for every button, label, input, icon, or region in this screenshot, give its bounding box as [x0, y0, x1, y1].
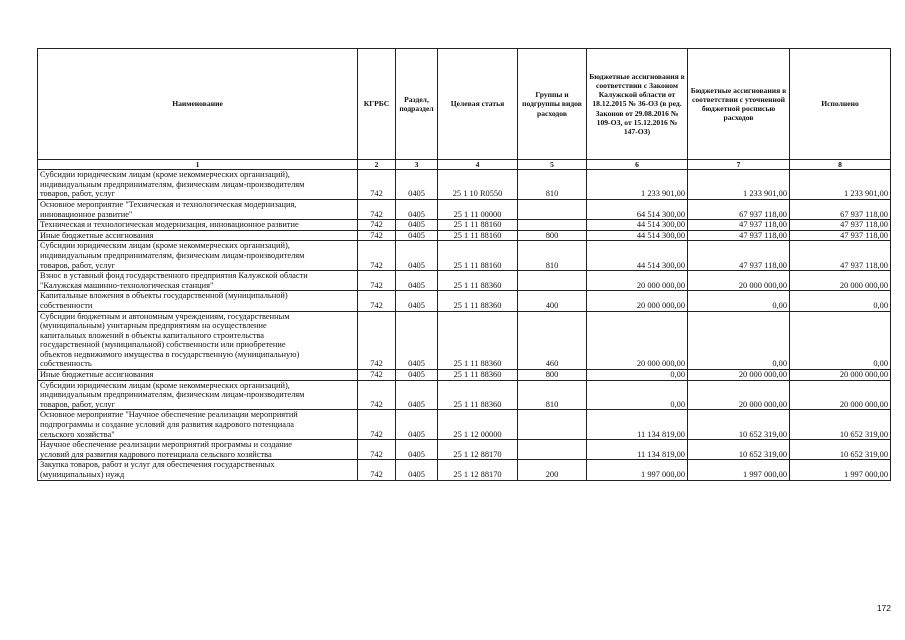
row-refined-amount: 20 000 000,00 — [688, 380, 790, 410]
header-groups: Группы и подгруппы видов расходов — [518, 49, 587, 160]
column-number: 2 — [358, 160, 396, 170]
column-number: 5 — [518, 160, 587, 170]
row-target: 25 1 11 88160 — [438, 230, 518, 241]
column-number: 4 — [438, 160, 518, 170]
row-kgrbs: 742 — [358, 199, 396, 219]
row-target: 25 1 10 R0550 — [438, 170, 518, 200]
row-name: Субсидии юридическим лицам (кроме некоммерческих организаций), индивидуальным предпринимателям, физическим лицам-производителям товаров, работ, услуг — [38, 170, 358, 200]
row-kgrbs: 742 — [358, 311, 396, 370]
row-executed-amount: 0,00 — [790, 291, 891, 311]
row-target: 25 1 11 88360 — [438, 370, 518, 381]
table-row — [38, 311, 891, 370]
row-refined-amount: 10 652 319,00 — [688, 440, 790, 460]
row-group — [518, 410, 587, 440]
row-executed-amount: 10 652 319,00 — [790, 410, 891, 440]
row-refined-amount: 10 652 319,00 — [688, 410, 790, 440]
row-law-amount: 44 514 300,00 — [587, 241, 688, 271]
row-refined-amount: 0,00 — [688, 291, 790, 311]
page-number: 172 — [876, 603, 891, 613]
row-law-amount: 11 134 819,00 — [587, 440, 688, 460]
table-row — [38, 170, 891, 200]
row-section: 0405 — [396, 380, 438, 410]
row-kgrbs: 742 — [358, 271, 396, 291]
header-row — [38, 49, 891, 160]
row-group: 800 — [518, 230, 587, 241]
row-executed-amount: 10 652 319,00 — [790, 440, 891, 460]
row-refined-amount: 47 937 118,00 — [688, 241, 790, 271]
row-law-amount: 20 000 000,00 — [587, 271, 688, 291]
row-section: 0405 — [396, 230, 438, 241]
row-refined-amount: 67 937 118,00 — [688, 199, 790, 219]
row-executed-amount: 47 937 118,00 — [790, 230, 891, 241]
table-row — [38, 271, 891, 291]
row-executed-amount: 20 000 000,00 — [790, 380, 891, 410]
table-row — [38, 460, 891, 480]
row-name: Иные бюджетные ассигнования — [38, 230, 358, 241]
row-section: 0405 — [396, 241, 438, 271]
row-executed-amount: 47 937 118,00 — [790, 241, 891, 271]
table-row — [38, 220, 891, 231]
row-kgrbs: 742 — [358, 440, 396, 460]
row-group: 810 — [518, 241, 587, 271]
row-target: 25 1 11 88160 — [438, 241, 518, 271]
row-group — [518, 220, 587, 231]
table-row — [38, 410, 891, 440]
table-row — [38, 230, 891, 241]
row-refined-amount: 20 000 000,00 — [688, 370, 790, 381]
row-executed-amount: 1 997 000,00 — [790, 460, 891, 480]
row-name: Научное обеспечение реализации мероприятий программы и создание условий для развития кадрового потенциала сельского хозяйства — [38, 440, 358, 460]
row-name: Взнос в уставный фонд государственного предприятия Калужской области "Калужская машинно-технологическая станция" — [38, 271, 358, 291]
row-target: 25 1 12 00000 — [438, 410, 518, 440]
row-section: 0405 — [396, 410, 438, 440]
row-refined-amount: 1 997 000,00 — [688, 460, 790, 480]
header-executed: Исполнено — [790, 49, 891, 160]
budget-table — [37, 48, 891, 481]
row-name: Субсидии юридическим лицам (кроме некоммерческих организаций), индивидуальным предпринимателям, физическим лицам-производителям товаров, работ, услуг — [38, 241, 358, 271]
row-law-amount: 20 000 000,00 — [587, 311, 688, 370]
row-target: 25 1 11 00000 — [438, 199, 518, 219]
row-target: 25 1 11 88360 — [438, 311, 518, 370]
row-refined-amount: 1 233 901,00 — [688, 170, 790, 200]
row-group — [518, 199, 587, 219]
row-executed-amount: 1 233 901,00 — [790, 170, 891, 200]
table-row — [38, 291, 891, 311]
row-target: 25 1 11 88360 — [438, 271, 518, 291]
row-executed-amount: 20 000 000,00 — [790, 271, 891, 291]
column-number: 1 — [38, 160, 358, 170]
row-target: 25 1 11 88360 — [438, 291, 518, 311]
row-section: 0405 — [396, 440, 438, 460]
row-name: Субсидии бюджетным и автономным учреждениям, государственным (муниципальным) унитарным предприятиям на осуществление капитальных вложений в объекты капитального строительства государственной (муниципальной) собственности или приобретение объектов недвижимого имущества в государственную (муниципальную) собственность — [38, 311, 358, 370]
row-name: Субсидии юридическим лицам (кроме некоммерческих организаций), индивидуальным предпринимателям, физическим лицам-производителям товаров, работ, услуг — [38, 380, 358, 410]
row-law-amount: 0,00 — [587, 380, 688, 410]
row-group — [518, 440, 587, 460]
header-law: Бюджетные ассигнования в соответствии с Законом Калужской области от 18.12.2015 № 36-ОЗ (в ред. Законов от 29.08.2016 № 109-ОЗ, от 15.12.2016 № 147-ОЗ) — [587, 49, 688, 160]
row-target: 25 1 12 88170 — [438, 460, 518, 480]
row-refined-amount: 47 937 118,00 — [688, 230, 790, 241]
row-name: Закупка товаров, работ и услуг для обеспечения государственных (муниципальных) нужд — [38, 460, 358, 480]
row-target: 25 1 11 88360 — [438, 380, 518, 410]
header-target: Целевая статья — [438, 49, 518, 160]
table-row — [38, 370, 891, 381]
row-group: 810 — [518, 380, 587, 410]
row-law-amount: 11 134 819,00 — [587, 410, 688, 440]
row-group: 460 — [518, 311, 587, 370]
row-kgrbs: 742 — [358, 410, 396, 440]
row-section: 0405 — [396, 370, 438, 381]
row-group: 810 — [518, 170, 587, 200]
row-group: 200 — [518, 460, 587, 480]
column-number: 6 — [587, 160, 688, 170]
row-executed-amount: 0,00 — [790, 311, 891, 370]
row-law-amount: 20 000 000,00 — [587, 291, 688, 311]
column-number: 3 — [396, 160, 438, 170]
row-law-amount: 44 514 300,00 — [587, 220, 688, 231]
row-law-amount: 64 514 300,00 — [587, 199, 688, 219]
row-law-amount: 0,00 — [587, 370, 688, 381]
row-kgrbs: 742 — [358, 291, 396, 311]
row-executed-amount: 20 000 000,00 — [790, 370, 891, 381]
table-row — [38, 199, 891, 219]
row-section: 0405 — [396, 291, 438, 311]
row-name: Основное мероприятие "Техническая и технологическая модернизация, инновационное развитие" — [38, 199, 358, 219]
row-group: 400 — [518, 291, 587, 311]
row-executed-amount: 67 937 118,00 — [790, 199, 891, 219]
row-law-amount: 1 997 000,00 — [587, 460, 688, 480]
row-section: 0405 — [396, 199, 438, 219]
row-refined-amount: 47 937 118,00 — [688, 220, 790, 231]
row-kgrbs: 742 — [358, 241, 396, 271]
row-section: 0405 — [396, 271, 438, 291]
row-group — [518, 271, 587, 291]
row-target: 25 1 12 88170 — [438, 440, 518, 460]
row-executed-amount: 47 937 118,00 — [790, 220, 891, 231]
row-name: Капитальные вложения в объекты государственной (муниципальной) собственности — [38, 291, 358, 311]
row-name: Иные бюджетные ассигнования — [38, 370, 358, 381]
column-number: 8 — [790, 160, 891, 170]
row-kgrbs: 742 — [358, 370, 396, 381]
row-law-amount: 44 514 300,00 — [587, 230, 688, 241]
table-row — [38, 380, 891, 410]
row-law-amount: 1 233 901,00 — [587, 170, 688, 200]
row-refined-amount: 20 000 000,00 — [688, 271, 790, 291]
column-number: 7 — [688, 160, 790, 170]
row-section: 0405 — [396, 460, 438, 480]
row-section: 0405 — [396, 311, 438, 370]
header-kgrbs: КГРБС — [358, 49, 396, 160]
row-kgrbs: 742 — [358, 220, 396, 231]
row-refined-amount: 0,00 — [688, 311, 790, 370]
column-numbers-row — [38, 160, 891, 170]
header-name: Наименование — [38, 49, 358, 160]
row-section: 0405 — [396, 220, 438, 231]
table-row — [38, 440, 891, 460]
row-kgrbs: 742 — [358, 170, 396, 200]
header-refined: Бюджетные ассигнования в соответствии с уточненной бюджетной росписью расходов — [688, 49, 790, 160]
row-kgrbs: 742 — [358, 230, 396, 241]
row-group: 800 — [518, 370, 587, 381]
header-section: Раздел, подраздел — [396, 49, 438, 160]
row-name: Основное мероприятие "Научное обеспечение реализации мероприятий подпрограммы и создание условий для развития кадрового потенциала сельского хозяйства" — [38, 410, 358, 440]
row-name: Техническая и технологическая модернизация, инновационное развитие — [38, 220, 358, 231]
row-target: 25 1 11 88160 — [438, 220, 518, 231]
row-kgrbs: 742 — [358, 380, 396, 410]
table-row — [38, 241, 891, 271]
row-section: 0405 — [396, 170, 438, 200]
row-kgrbs: 742 — [358, 460, 396, 480]
